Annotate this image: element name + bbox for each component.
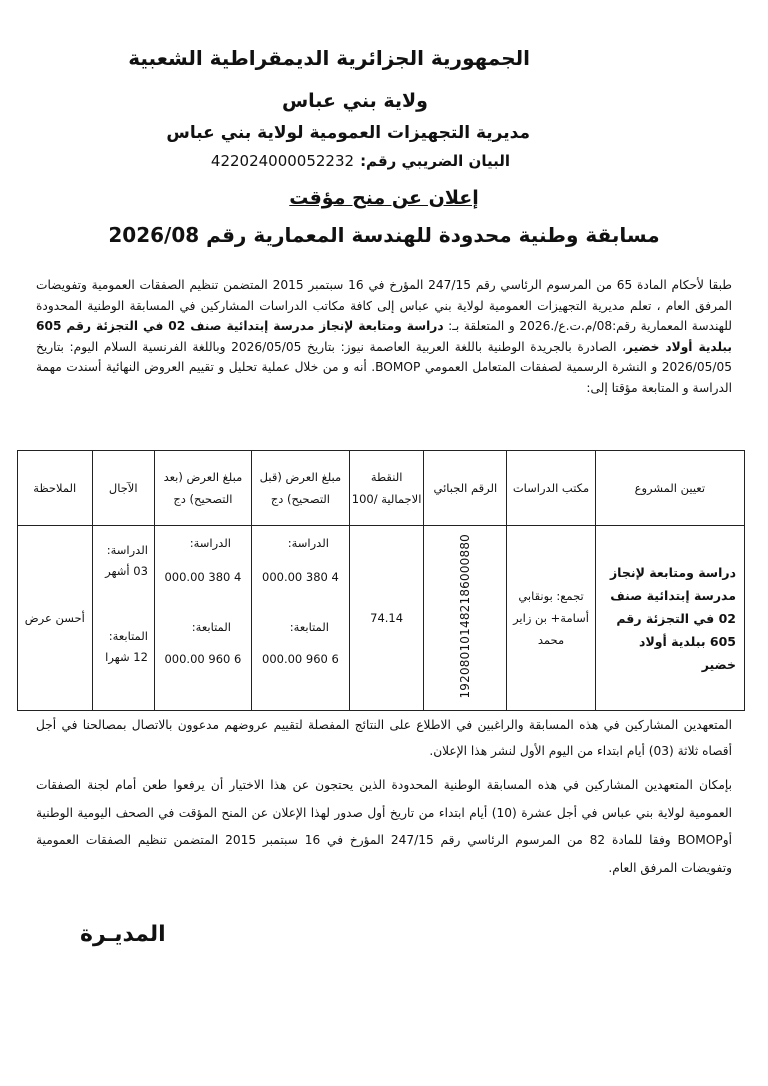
tax-id-value: 192080101482186000880 [458, 534, 473, 699]
signature-title: المديـرة [80, 922, 166, 947]
tax-statement [211, 152, 510, 170]
amount-after-cell [154, 526, 251, 711]
competition-title: مسابقة وطنية محدودة للهندسة المعمارية رقم 2026/08 [108, 223, 660, 247]
col-amount-before: مبلغ العرض (قبل التصحيح) دج [251, 451, 349, 526]
deadline-study: الدراسة: 03 أشهر [105, 543, 148, 578]
table-row [18, 526, 745, 711]
col-deadline: الآجال [92, 451, 154, 526]
col-tax-id: الرقم الجبائي [424, 451, 507, 526]
deadline-cell [92, 526, 154, 711]
intro-project-name: دراسة ومتابعة لإنجاز مدرسة إبتدائية صنف 02 في التجزئة رقم 605 ببلدية أولاد خضير [36, 319, 732, 354]
tax-number: 422024000052232 [210, 152, 355, 170]
col-notes: الملاحظة [18, 451, 93, 526]
amount-before-cell [251, 526, 349, 711]
amount-after-follow: 6 960 000.00 [164, 652, 242, 666]
deadline-follow: المتابعة: 12 شهرا [105, 629, 148, 664]
amount-after-study: 4 380 000.00 [164, 570, 242, 584]
col-amount-after: مبلغ العرض (بعد التصحيح) دج [154, 451, 251, 526]
table-header-row [18, 451, 745, 526]
wilaya-header: ولاية بني عباس [281, 90, 428, 112]
follow-label: المتابعة: [289, 620, 329, 634]
announcement-title: إعلان عن منح مؤقت [289, 187, 479, 209]
tax-label: البيان الضريبي رقم: [360, 152, 510, 170]
col-score: النقطة الاجمالية /100 [349, 451, 423, 526]
tax-id-cell [424, 526, 507, 711]
col-project: تعيين المشروع [595, 451, 744, 526]
award-table [17, 450, 745, 711]
results-paragraph: المتعهدين المشاركين في هذه المسابقة والراغبين في الاطلاع على النتائج المفصلة لتقييم عروضهم مدعوون بالاتصال بمصالحنا في أجل أقصاه ثلاثة (03) أيام ابتداء من اليوم الأول لنشر هذا الإعلان. [36, 718, 732, 758]
republic-header: الجمهورية الجزائرية الديمقراطية الشعبية [128, 46, 530, 70]
col-office: مكتب الدراسات [507, 451, 595, 526]
amount-before-study: 4 380 000.00 [262, 570, 339, 584]
study-label: الدراسة: [287, 536, 329, 550]
appeal-paragraph: بإمكان المتعهدين المشاركين في هذه المسابقة الوطنية المحدودة الذين يحتجون عن هذا الاختيار أن يرفعوا طعن أمام لجنة الصفقات العمومية لولاية بني عباس في أجل عشرة (10) أيام ابتداء من تاريخ أول صدور لهذا الإعلان عن المنح المؤقت في الصحف اليومية الوطنية أوBOMOP وفقا للمادة 82 من المرسوم الرئاسي رقم 247/15 المؤرخ في 16 سبتمبر 2015 المتضمن تنظيم الصفقات العمومية وتفويضات المرفق العام. [36, 778, 732, 875]
directorate-header: مديرية التجهيزات العمومية لولاية بني عباس [166, 123, 530, 143]
office-cell: تجمع: بونقابي أسامة+ بن زاير محمد [507, 526, 595, 711]
notes-cell: أحسن عرض [18, 526, 93, 711]
project-cell: دراسة ومتابعة لإنجاز مدرسة إبتدائية صنف 02 في التجزئة رقم 605 ببلدية أولاد خضير [595, 526, 744, 711]
study-label: الدراسة: [189, 536, 231, 550]
intro-paragraph: طبقا لأحكام المادة 65 من المرسوم الرئاسي رقم 247/15 المؤرخ في 16 سبتمبر 2015 المتضمن تنظيم الصفقات العمومية وتفويضات المرفق العام ، تعلم مديرية التجهيزات العمومية لولاية بني عباس إلى كافة مكاتب الدراسات المشاركين في المسابقة الوطنية المحدودة للهندسة المعمارية رقم:08/م.ت.ع/.2026 و المتعلقة بـ: دراسة ومتابعة لإنجاز مدرسة إبتدائية صنف 02 في التجزئة رقم 605 ببلدية أولاد خضير، الصادرة بالجريدة الوطنية باللغة العربية العاصمة نيوز: بتاريخ 2026/05/05 وباللغة الفرنسية السلام اليوم: بتاريخ 2026/05/05 و النشرة الرسمية لصفقات المتعامل العمومي BOMOP. أنه و من خلال عملية تحليل و تقييم العروض النهائية أسندت مهمة الدراسة و المتابعة مؤقتا إلى: [36, 278, 732, 395]
score-cell: 74.14 [349, 526, 423, 711]
amount-before-follow: 6 960 000.00 [262, 652, 339, 666]
follow-label: المتابعة: [191, 620, 231, 634]
